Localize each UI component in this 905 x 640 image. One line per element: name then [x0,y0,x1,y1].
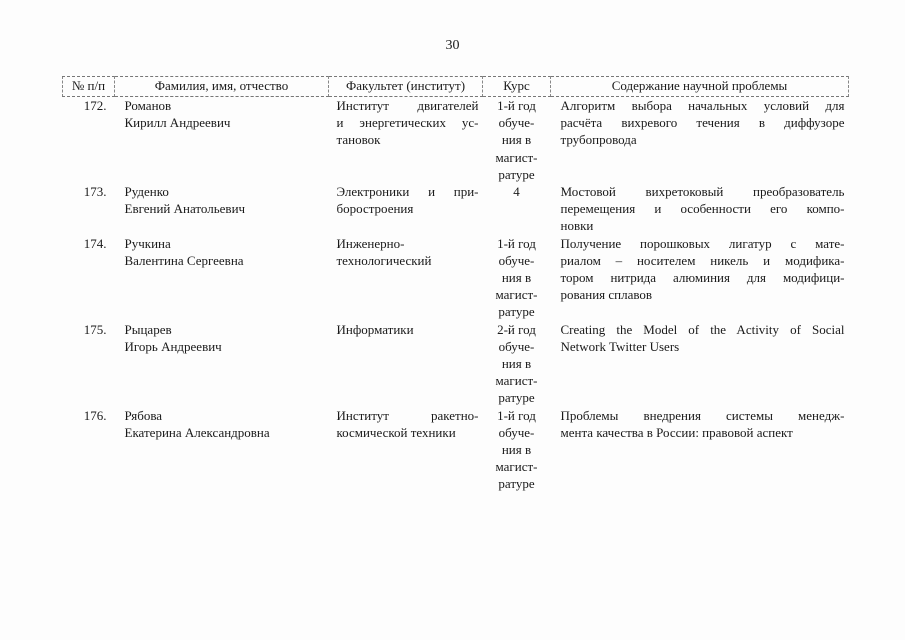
course-line: ратуре [498,476,535,492]
course-line: 4 [513,184,520,200]
row-number: 176. [83,407,107,423]
faculty-line: Информатики [336,321,414,337]
table-row [63,97,849,184]
course-line: обуче- [498,115,535,131]
person-given-names: Евгений Анатольевич [124,201,246,217]
research-topic-cell [551,407,849,493]
topic-line: расчёта вихревого течения в диффузоре [560,115,845,131]
topic-line: мента качества в России: правовой аспект [560,424,793,440]
topic-line: Мостовой вихретоковый преобразователь [560,184,845,200]
row-number: 173. [83,184,107,200]
faculty-cell [329,97,483,184]
faculty-cell [329,407,483,493]
course-line: ратуре [498,390,535,406]
course-line: 1-й год [497,407,536,423]
row-number: 174. [83,235,107,251]
faculty-line: Электроники и при- [336,184,479,200]
course-line: обуче- [498,424,535,440]
faculty-line: технологический [336,252,432,268]
topic-line: Network Twitter Users [560,338,680,354]
faculty-line: Институт двигателей [336,98,479,113]
topic-line: тором нитрида алюминия для модифици- [560,270,845,286]
course-cell [483,321,551,407]
course-line: 1-й год [497,98,536,113]
header-faculty: Факультет (институт) [329,77,483,97]
course-line: обуче- [498,338,535,354]
table-row [63,183,849,235]
research-topic-cell [551,183,849,235]
row-number: 175. [83,321,107,337]
page-number: 30 [445,38,460,53]
person-name [115,183,329,235]
course-line: 1-й год [497,235,536,251]
person-name [115,97,329,184]
course-line: ния в [501,442,532,458]
faculty-cell [329,235,483,321]
course-line: ния в [501,270,532,286]
faculty-line: боростроения [336,201,414,217]
course-line: ния в [501,356,532,372]
course-line: 2-й год [497,321,536,337]
research-topic-cell [551,235,849,321]
course-line: ратуре [498,304,535,320]
person-name [115,407,329,493]
header-num: № п/п [63,77,115,97]
course-cell [483,235,551,321]
course-line: магист- [495,459,538,475]
header-course: Курс [483,77,551,97]
topic-line: новки [560,218,594,234]
topic-line: риалом – носителем никель и модифика- [560,252,845,268]
header-name: Фамилия, имя, отчество [115,77,329,97]
table-header-row [63,77,849,97]
faculty-line: Инженерно- [336,235,405,251]
research-topic-cell [551,321,849,407]
topic-line: рования сплавов [560,287,653,303]
course-cell [483,183,551,235]
person-given-names: Кирилл Андреевич [124,115,231,131]
row-number: 172. [83,98,107,113]
topic-line: Проблемы внедрения системы менедж- [560,407,845,423]
student-table [62,76,849,493]
person-surname: Ручкина [124,235,171,251]
person-surname: Рябова [124,407,163,423]
course-line: магист- [495,287,538,303]
person-surname: Рыцарев [124,321,172,337]
person-name [115,235,329,321]
person-surname: Руденко [124,184,169,200]
table-row [63,321,849,407]
course-cell [483,407,551,493]
topic-line: перемещения и особенности его компо- [560,201,845,217]
topic-line: Алгоритм выбора начальных условий для [560,98,845,113]
person-name [115,321,329,407]
person-given-names: Екатерина Александровна [124,424,270,440]
course-line: ратуре [498,166,535,182]
course-line: магист- [495,373,538,389]
header-topic: Содержание научной проблемы [551,77,849,97]
topic-line: Creating the Model of the Activity of Social [560,321,845,337]
table-row [63,235,849,321]
topic-line: Получение порошковых лигатур с мате- [560,235,845,251]
course-line: обуче- [498,252,535,268]
faculty-line: тановок [336,132,381,148]
table-body [63,97,849,493]
faculty-line: космической техники [336,424,456,440]
faculty-line: и энергетических ус- [336,115,479,131]
person-given-names: Валентина Сергеевна [124,252,244,268]
faculty-cell [329,321,483,407]
person-given-names: Игорь Андреевич [124,338,222,354]
person-surname: Романов [124,98,172,113]
course-line: ния в [501,132,532,148]
course-line: магист- [495,149,538,165]
topic-line: трубопровода [560,132,637,148]
faculty-cell [329,183,483,235]
faculty-line: Институт ракетно- [336,407,479,423]
course-cell [483,97,551,184]
research-topic-cell [551,97,849,184]
table-row [63,407,849,493]
student-table-container [62,76,848,493]
